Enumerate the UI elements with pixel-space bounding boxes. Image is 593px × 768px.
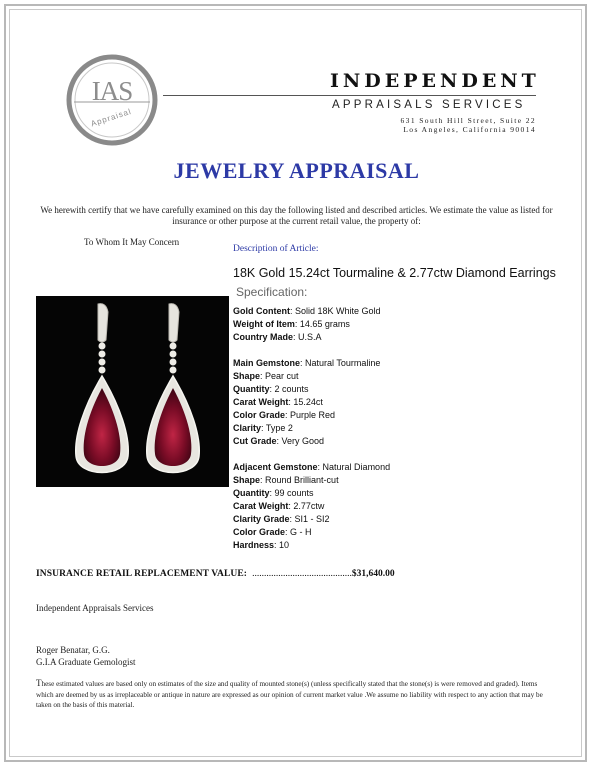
insurance-amount: $31,640.00 (351, 569, 395, 579)
spec-adjacent-carat: Carat Weight: 2.77ctw (233, 501, 325, 511)
signer-title: G.I.A Graduate Gemologist (36, 657, 136, 667)
spec-adjacent-clarity: Clarity Grade: SI1 - SI2 (233, 514, 330, 524)
spec-main-clarity: Clarity: Type 2 (233, 423, 293, 433)
spec-main-carat: Carat Weight: 15.24ct (233, 397, 323, 407)
earrings-photo (36, 296, 229, 487)
description-label: Description of Article: (233, 244, 319, 254)
footer-company: Independent Appraisals Services (36, 603, 154, 613)
specifications (233, 305, 390, 552)
spec-adjacent-quantity: Quantity: 99 counts (233, 488, 314, 498)
recipient: To Whom It May Concern (84, 237, 180, 247)
company-name: INDEPENDENT (330, 70, 540, 92)
spec-weight: Weight of Item: 14.65 grams (233, 319, 350, 329)
spec-adjacent-color: Color Grade: G - H (233, 527, 312, 537)
disclaimer: These estimated values are based only on estimates of the size and quality of mounted stone(s) (unless specifically stated that the stone(s) is were removed and graded). Items which are deemed by us as irreplaceable or antique in nature are expressed as our opinion of current market value .We assume no liability with respect to any action that may be taken on the basis of this material. (36, 678, 543, 709)
certification-text: We herewith certify that we have carefully examined on this day the following listed and described articles. We estimate the value as listed for insurance or other purpose at the current retail value, the property of: (40, 205, 553, 226)
spec-main-quantity: Quantity: 2 counts (233, 384, 309, 394)
company-subtitle: APPRAISALS SERVICES (332, 99, 526, 111)
document-title: JEWELRY APPRAISAL (173, 158, 420, 183)
address-line-2: Los Angeles, California 90014 (403, 125, 536, 134)
spec-main-cut: Cut Grade: Very Good (233, 436, 325, 446)
spec-adjacent-shape: Shape: Round Brilliant-cut (233, 475, 339, 485)
ias-logo (66, 54, 158, 146)
spec-main-shape: Shape: Pear cut (233, 371, 299, 381)
signer-name: Roger Benatar, G.G. (36, 645, 110, 655)
spec-main-gemstone: Main Gemstone: Natural Tourmaline (233, 358, 381, 368)
insurance-dots: .......................................... (252, 569, 352, 579)
spec-country: Country Made: U.S.A (233, 332, 322, 342)
item-title: 18K Gold 15.24ct Tourmaline & 2.77ctw Diamond Earrings (233, 266, 556, 280)
insurance-label: INSURANCE RETAIL REPLACEMENT VALUE: (36, 569, 248, 579)
logo-text: IAS (91, 76, 133, 106)
spec-main-color: Color Grade: Purple Red (233, 410, 336, 420)
spec-adjacent-gemstone: Adjacent Gemstone: Natural Diamond (233, 462, 391, 472)
header-divider (163, 95, 536, 96)
logo-subtext: Appraisal (89, 106, 133, 129)
specification-label: Specification: (236, 285, 308, 299)
address-line-1: 631 South Hill Street, Suite 22 (400, 116, 536, 125)
spec-adjacent-hardness: Hardness: 10 (233, 540, 290, 550)
spec-gold-content: Gold Content: Solid 18K White Gold (233, 306, 381, 316)
insurance-value (36, 569, 395, 579)
